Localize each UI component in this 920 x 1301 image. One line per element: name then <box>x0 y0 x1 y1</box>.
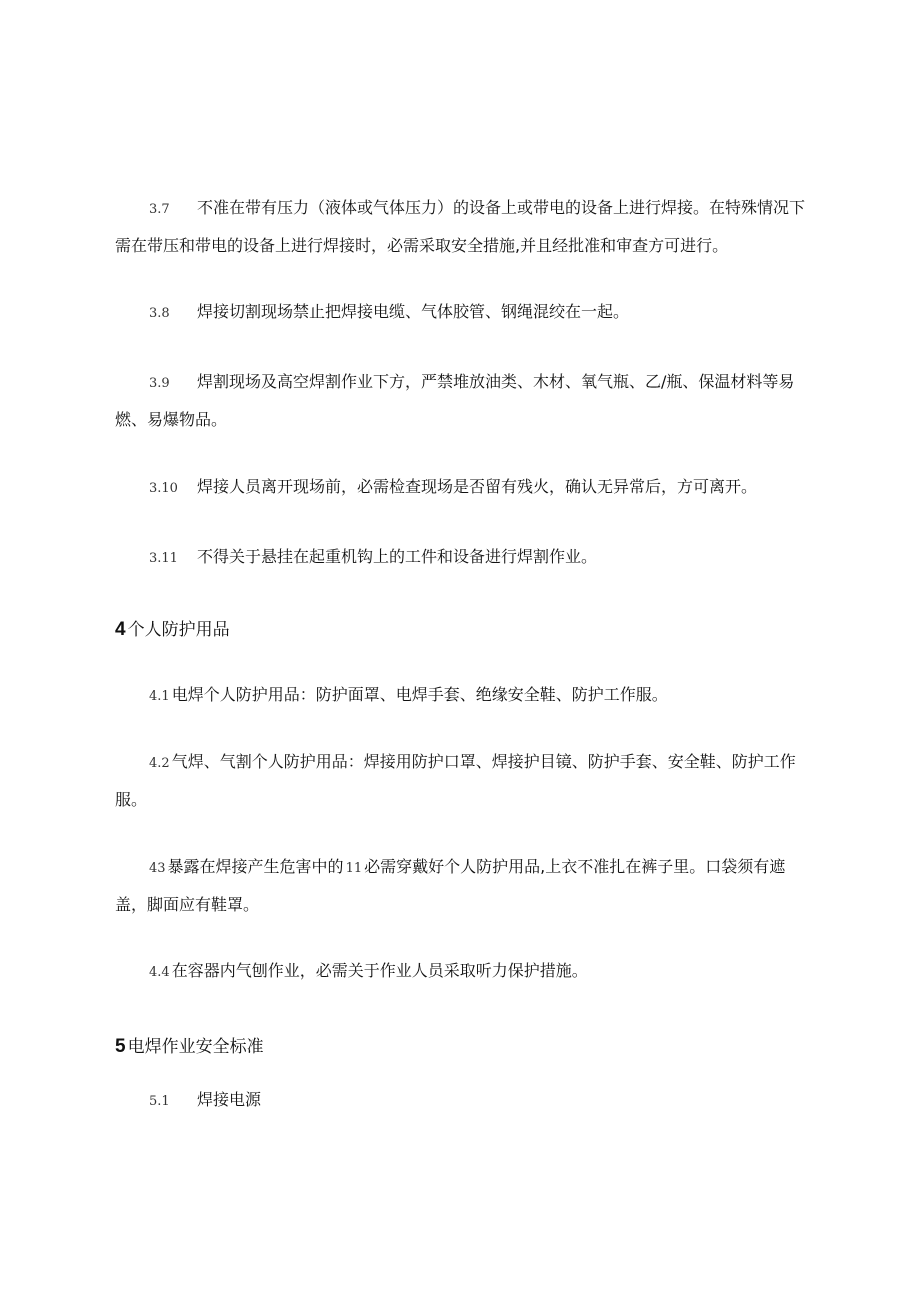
paragraph-3-10 <box>115 469 815 507</box>
section-title: 电焊作业安全标准 <box>127 1037 264 1057</box>
paragraph-3-8 <box>115 294 815 332</box>
clause-text-b: 必需穿戴好个人防护用品,上衣不准扎在裤子里。口袋须有遮盖，脚面应有鞋罩。 <box>115 857 786 914</box>
paragraph-3-7 <box>115 190 815 264</box>
clause-text: 不准在带有压力（液体或气体压力）的设备上或带电的设备上进行焊接。在特殊情况下需在带压和带电的设备上进行焊接时，必需采取安全措施,并且经批准和审查方可进行。 <box>115 198 806 255</box>
clause-number: 4.1 <box>149 689 170 704</box>
clause-text: 焊接人员离开现场前，必需检查现场是否留有残火，确认无异常后，方可离开。 <box>197 477 758 496</box>
paragraph-4-4 <box>115 953 815 991</box>
section-number: 4 <box>115 619 126 640</box>
clause-text: 电焊个人防护用品：防护面罩、电焊手套、绝缘安全鞋、防护工作服。 <box>171 685 668 704</box>
paragraph-3-9 <box>115 364 815 438</box>
clause-number: 4.2 <box>149 756 170 771</box>
paragraph-3-11 <box>115 539 815 577</box>
clause-number: 3.7 <box>149 202 170 217</box>
paragraph-4-2 <box>115 744 815 818</box>
section-4-heading <box>115 615 230 645</box>
clause-text-a: 暴露在焊接产生危害中的 <box>167 857 344 876</box>
section-title: 个人防护用品 <box>127 620 230 640</box>
clause-text: 气焊、气割个人防护用品：焊接用防护口罩、焊接护目镜、防护手套、安全鞋、防护工作服。 <box>115 752 796 809</box>
clause-text: 焊接电源 <box>197 1090 262 1109</box>
garbled-number: 11 <box>345 861 363 876</box>
clause-number: 3.9 <box>149 376 170 391</box>
paragraph-4-3 <box>115 849 815 923</box>
paragraph-5-1 <box>115 1082 815 1120</box>
clause-number: 3.11 <box>149 551 178 566</box>
clause-text: 在容器内气刨作业，必需关于作业人员采取听力保护措施。 <box>171 961 588 980</box>
clause-number: 3.10 <box>149 481 178 496</box>
paragraph-4-1 <box>115 677 815 715</box>
clause-text: 焊割现场及高空焊割作业下方，严禁堆放油类、木材、氧气瓶、乙/瓶、保温材料等易燃、易爆物品。 <box>115 372 795 429</box>
clause-text: 焊接切割现场禁止把焊接电缆、气体胶管、钢绳混绞在一起。 <box>197 302 630 321</box>
section-5-heading <box>115 1032 264 1062</box>
clause-text: 不得关于悬挂在起重机钩上的工件和设备进行焊割作业。 <box>197 547 598 566</box>
clause-number: 43 <box>149 861 166 876</box>
clause-number: 4.4 <box>149 965 170 980</box>
section-number: 5 <box>115 1036 126 1057</box>
clause-number: 5.1 <box>149 1094 170 1109</box>
clause-number: 3.8 <box>149 306 170 321</box>
